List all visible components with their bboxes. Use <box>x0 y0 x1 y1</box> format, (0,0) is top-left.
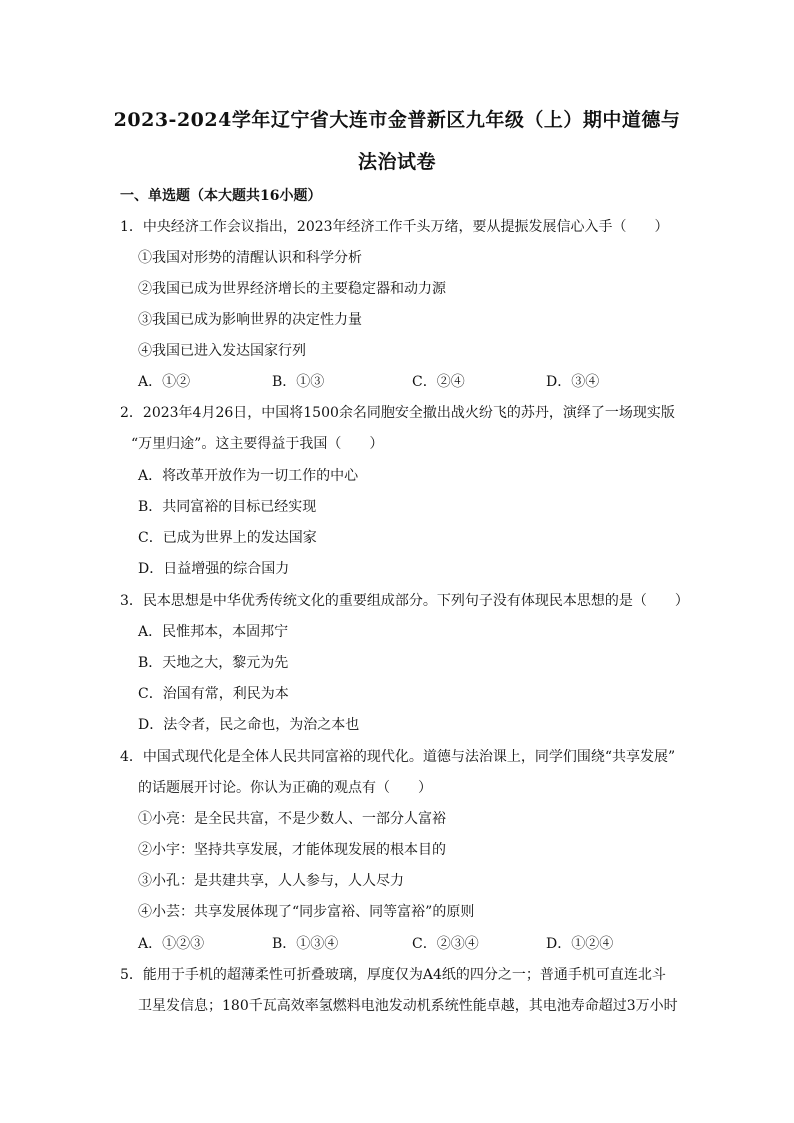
question-2-option-a: A．将改革开放作为一切工作的中心 <box>138 468 359 484</box>
question-2-option-d: D．日益增强的综合国力 <box>138 561 290 577</box>
question-3-option-c: C．治国有常，利民为本 <box>138 686 289 702</box>
question-3-option-d: D．法令者，民之命也，为治之本也 <box>138 717 360 733</box>
question-3-stem: 3．民本思想是中华优秀传统文化的重要组成部分。下列句子没有体现民本思想的是（ ） <box>120 593 689 609</box>
question-4-option-b: B．①③④ <box>272 936 339 952</box>
question-1-item-3: ③我国已成为影响世界的决定性力量 <box>138 312 362 328</box>
question-3-option-a: A．民惟邦本，本固邦宁 <box>138 624 289 640</box>
section-heading: 一、单选题（本大题共16小题） <box>120 188 322 204</box>
question-4-option-a: A．①②③ <box>138 936 205 952</box>
exam-title-line-2: 法治试卷 <box>357 151 436 173</box>
question-4-item-2: ②小宇：坚持共享发展，才能体现发展的根本目的 <box>138 842 446 858</box>
question-2-stem-line-1: 2．2023年4月26日，中国将1500余名同胞安全撤出战火纷飞的苏丹，演绎了一场现实版 <box>120 405 675 421</box>
question-1-option-a: A．①② <box>138 374 191 390</box>
question-1-option-b: B．①③ <box>272 374 325 390</box>
question-1-option-c: C．②④ <box>412 374 465 390</box>
question-4-stem-line-2: 的话题展开讨论。你认为正确的观点有（ ） <box>138 780 432 796</box>
question-4-option-d: D．①②④ <box>546 936 614 952</box>
question-5-stem-line-2: 卫星发信息；180千瓦高效率氢燃料电池发动机系统性能卓越，其电池寿命超过3万小时 <box>138 998 678 1014</box>
question-3-option-b: B．天地之大，黎元为先 <box>138 655 289 671</box>
question-5-stem-line-1: 5．能用于手机的超薄柔性可折叠玻璃，厚度仅为A4纸的四分之一；普通手机可直连北斗 <box>120 967 666 983</box>
question-2-stem-line-2: “万里归途”。这主要得益于我国（ ） <box>131 436 384 452</box>
question-4-option-c: C．②③④ <box>412 936 479 952</box>
question-1-option-d: D．③④ <box>546 374 600 390</box>
question-4-stem-line-1: 4．中国式现代化是全体人民共同富裕的现代化。道德与法治课上，同学们围绕“共享发展” <box>120 749 676 765</box>
question-4-item-1: ①小亮：是全民共富，不是少数人、一部分人富裕 <box>138 811 446 827</box>
question-4-item-4: ④小芸：共享发展体现了“同步富裕、同等富裕”的原则 <box>138 904 475 920</box>
question-4-item-3: ③小孔：是共建共享，人人参与，人人尽力 <box>138 873 404 889</box>
exam-title-line-1: 2023-2024学年辽宁省大连市金普新区九年级（上）期中道德与 <box>113 109 681 131</box>
question-1-item-1: ①我国对形势的清醒认识和科学分析 <box>138 250 362 266</box>
question-1-item-4: ④我国已进入发达国家行列 <box>138 343 306 359</box>
question-2-option-b: B．共同富裕的目标已经实现 <box>138 499 317 515</box>
question-1-item-2: ②我国已成为世界经济增长的主要稳定器和动力源 <box>138 281 446 297</box>
question-1-stem: 1．中央经济工作会议指出，2023年经济工作千头万绪，要从提振发展信心入手（ ） <box>120 219 669 235</box>
question-2-option-c: C．已成为世界上的发达国家 <box>138 530 317 546</box>
